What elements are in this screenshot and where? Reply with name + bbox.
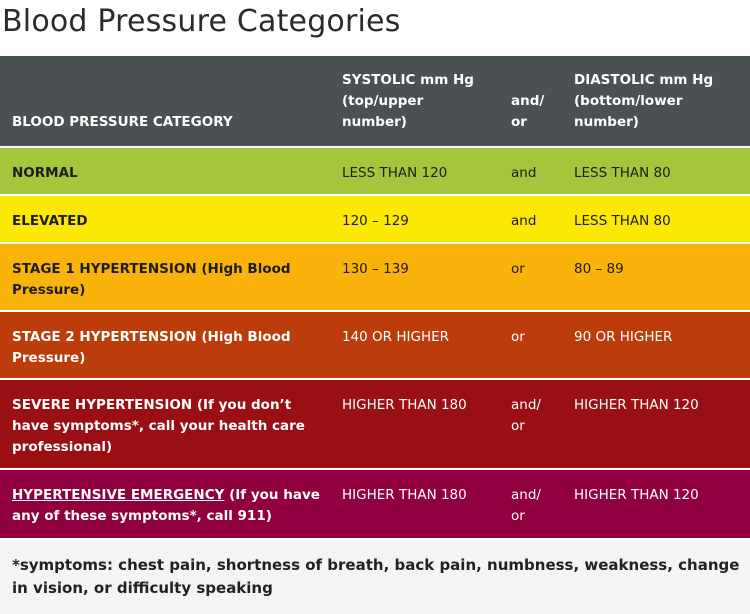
header-category: BLOOD PRESSURE CATEGORY <box>0 56 330 147</box>
header-andor-line2: or <box>511 114 527 130</box>
header-systolic-line3: number) <box>342 114 407 130</box>
and-or-line1: and/ <box>511 397 541 413</box>
category-cell: SEVERE HYPERTENSION (If you don’t have symptoms*, call your health care professional) <box>0 379 330 469</box>
systolic-cell: HIGHER THAN 180 <box>330 379 499 469</box>
systolic-cell: HIGHER THAN 180 <box>330 469 499 539</box>
and-or-cell: or <box>499 311 562 379</box>
page-title: Blood Pressure Categories <box>2 4 401 39</box>
diastolic-cell: 80 – 89 <box>562 243 750 311</box>
row-normal <box>0 147 750 195</box>
and-or-line2: or <box>511 418 525 434</box>
systolic-cell: 130 – 139 <box>330 243 499 311</box>
diastolic-cell: 90 OR HIGHER <box>562 311 750 379</box>
row-severe-hypertension <box>0 379 750 469</box>
and-or-line1: and/ <box>511 487 541 503</box>
diastolic-cell: LESS THAN 80 <box>562 195 750 243</box>
systolic-cell: 120 – 129 <box>330 195 499 243</box>
diastolic-cell: LESS THAN 80 <box>562 147 750 195</box>
and-or-cell: and <box>499 195 562 243</box>
category-cell <box>0 469 330 539</box>
header-and-or <box>499 56 562 147</box>
category-note: (If you have any of these symptoms*, call 911) <box>12 487 320 524</box>
header-andor-line1: and/ <box>511 93 545 109</box>
row-hypertensive-emergency <box>0 469 750 539</box>
systolic-cell: LESS THAN 120 <box>330 147 499 195</box>
header-diastolic-line2: (bottom/lower <box>574 93 683 109</box>
and-or-cell <box>499 379 562 469</box>
diastolic-cell: HIGHER THAN 120 <box>562 469 750 539</box>
header-systolic-line2: (top/upper <box>342 93 424 109</box>
header-systolic <box>330 56 499 147</box>
row-elevated <box>0 195 750 243</box>
blood-pressure-table <box>0 56 750 540</box>
header-diastolic-line1: DIASTOLIC mm Hg <box>574 72 714 88</box>
and-or-line2: or <box>511 508 525 524</box>
category-cell: STAGE 2 HYPERTENSION (High Blood Pressure) <box>0 311 330 379</box>
category-cell: ELEVATED <box>0 195 330 243</box>
table-header-row <box>0 56 750 147</box>
row-stage-2-hypertension <box>0 311 750 379</box>
and-or-cell <box>499 469 562 539</box>
header-systolic-line1: SYSTOLIC mm Hg <box>342 72 474 88</box>
symptoms-footnote: *symptoms: chest pain, shortness of breath, back pain, numbness, weakness, change in vision, or difficulty speaking <box>0 540 750 614</box>
hypertensive-emergency-link[interactable]: HYPERTENSIVE EMERGENCY <box>12 487 225 503</box>
diastolic-cell: HIGHER THAN 120 <box>562 379 750 469</box>
row-stage-1-hypertension <box>0 243 750 311</box>
header-diastolic-line3: number) <box>574 114 639 130</box>
category-cell: STAGE 1 HYPERTENSION (High Blood Pressure) <box>0 243 330 311</box>
category-cell: NORMAL <box>0 147 330 195</box>
systolic-cell: 140 OR HIGHER <box>330 311 499 379</box>
and-or-cell: and <box>499 147 562 195</box>
header-diastolic <box>562 56 750 147</box>
and-or-cell: or <box>499 243 562 311</box>
